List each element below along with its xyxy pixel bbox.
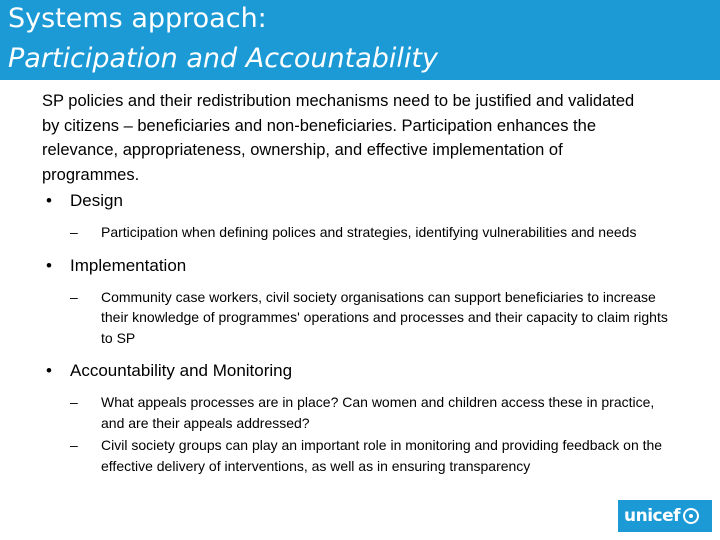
slide-title: Systems approach: [8,3,267,34]
logo-text: unicef [624,506,681,526]
unicef-emblem-icon [683,508,699,524]
unicef-logo [618,500,712,532]
sub-item-marker: – [70,437,78,453]
sub-item [42,435,681,476]
sub-item-text: What appeals processes are in place? Can women and children access these in practice, and are their appeals addressed? [101,394,655,431]
sub-item-marker: – [70,224,78,240]
sub-item [42,222,681,243]
sub-item-text: Civil society groups can play an important role in monitoring and providing feedback on the effective delivery of interventions, as well as in ensuring transparency [101,437,663,474]
sub-item [42,392,681,433]
slide-subtitle: Participation and Accountability [8,43,438,74]
sub-item-text: Participation when defining polices and strategies, identifying vulnerabilities and needs [101,224,637,240]
sub-item-text: Community case workers, civil society organisations can support beneficiaries to increase their knowledge of programmes' operations and processes and their capacity to claim rights to SP [101,288,668,346]
bullet-marker: • [46,361,52,380]
bullet-group-implementation [42,253,682,349]
bullet-group-accountability [42,358,682,476]
bullet-group-design [42,188,682,243]
bullet-item [42,253,682,279]
bullet-label-implementation: Implementation [70,255,187,275]
bullet-item [42,188,682,214]
title-bar [0,0,720,80]
sub-item [42,287,681,349]
bullet-marker: • [46,191,52,210]
bullet-label-design: Design [70,191,123,210]
bullet-item [42,358,682,384]
intro-paragraph: SP policies and their redistribution mechanisms need to be justified and validated by citizens – beneficiaries and non-beneficiaries. Participation enhances the relevance, appropriateness, ownership, and effective implementation of programmes. [42,92,635,184]
sub-item-marker: – [70,288,78,305]
slide-content [42,89,682,486]
sub-item-marker: – [70,394,78,410]
bullet-marker: • [46,255,52,275]
bullet-label-accountability: Accountability and Monitoring [70,361,293,380]
